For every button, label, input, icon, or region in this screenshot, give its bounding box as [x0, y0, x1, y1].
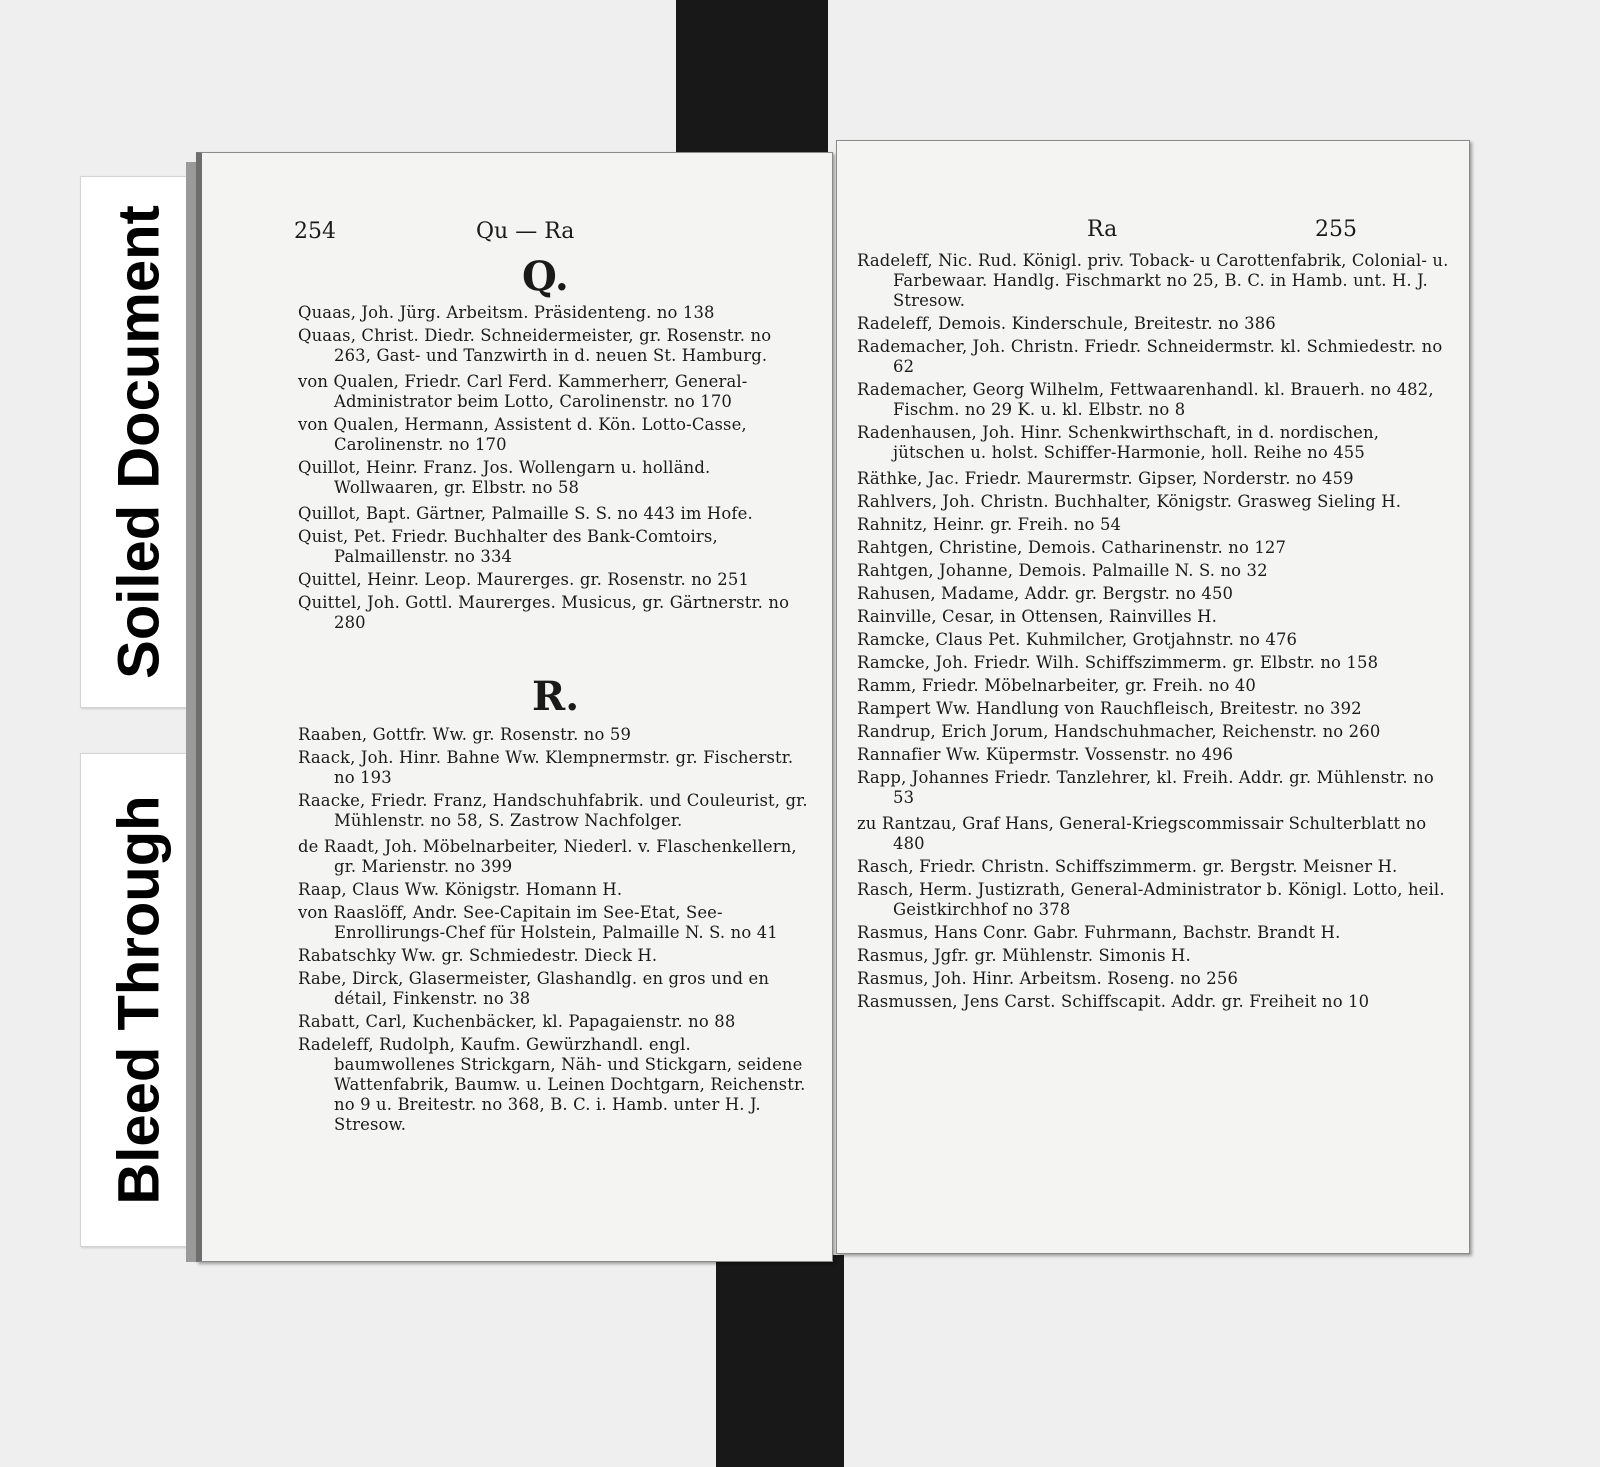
directory-entry: Räthke, Jac. Friedr. Maurermstr. Gipser, Norderstr. no 459	[857, 469, 1354, 488]
section-letter-r: R.	[532, 673, 580, 720]
right-entry-list	[857, 251, 1455, 1015]
directory-entry: Quillot, Heinr. Franz. Jos. Wollengarn u. holländ. Wollwaaren, gr. Elbstr. no 58	[298, 458, 711, 497]
binding-spine-bottom	[716, 1255, 844, 1467]
directory-entry: Rabe, Dirck, Glasermeister, Glashandlg. en gros und en détail, Finkenstr. no 38	[298, 969, 770, 1008]
directory-entry: Quaas, Joh. Jürg. Arbeitsm. Präsidenteng. no 138	[298, 303, 715, 322]
directory-entry: Quittel, Heinr. Leop. Maurerges. gr. Rosenstr. no 251	[298, 570, 750, 589]
directory-entry: von Qualen, Friedr. Carl Ferd. Kammerherr, General-Administrator beim Lotto, Carolinenstr. no 170	[298, 372, 748, 411]
directory-entry: Rasmus, Joh. Hinr. Arbeitsm. Roseng. no 256	[857, 969, 1239, 988]
directory-entry: Rahnitz, Heinr. gr. Freih. no 54	[857, 515, 1122, 534]
directory-entry: Rasch, Friedr. Christn. Schiffszimmerm. gr. Bergstr. Meisner H.	[857, 857, 1398, 876]
directory-entry: Rainville, Cesar, in Ottensen, Rainvilles H.	[857, 607, 1217, 626]
directory-entry: Rannafier Ww. Küpermstr. Vossenstr. no 496	[857, 745, 1234, 764]
directory-entry: Radeleff, Demois. Kinderschule, Breitestr. no 386	[857, 314, 1276, 333]
left-running-head: Qu — Ra	[476, 219, 575, 244]
directory-entry: zu Rantzau, Graf Hans, General-Kriegscommissair Schulterblatt no 480	[857, 814, 1427, 853]
directory-entry: Raacke, Friedr. Franz, Handschuhfabrik. und Couleurist, gr. Mühlenstr. no 58, S. Zastrow Nachfolger.	[298, 791, 808, 830]
directory-entry: Rasmussen, Jens Carst. Schiffscapit. Addr. gr. Freiheit no 10	[857, 992, 1370, 1011]
directory-entry: Raack, Joh. Hinr. Bahne Ww. Klempnermstr. gr. Fischerstr. no 193	[298, 748, 794, 787]
directory-entry: Raaben, Gottfr. Ww. gr. Rosenstr. no 59	[298, 725, 632, 744]
directory-entry: Rasmus, Jgfr. gr. Mühlenstr. Simonis H.	[857, 946, 1191, 965]
soiled-document-text: Soiled Document	[106, 205, 171, 679]
directory-entry: von Qualen, Hermann, Assistent d. Kön. Lotto-Casse, Carolinenstr. no 170	[298, 415, 747, 454]
directory-entry: Raap, Claus Ww. Königstr. Homann H.	[298, 880, 623, 899]
directory-entry: Rasmus, Hans Conr. Gabr. Fuhrmann, Bachstr. Brandt H.	[857, 923, 1341, 942]
right-running-head: Ra	[1087, 217, 1118, 242]
directory-entry: Quaas, Christ. Diedr. Schneidermeister, gr. Rosenstr. no 263, Gast- und Tanzwirth in d. neuen St. Hamburg.	[298, 326, 772, 365]
directory-entry: Randrup, Erich Jorum, Handschuhmacher, Reichenstr. no 260	[857, 722, 1381, 741]
bleed-through-text: Bleed Through	[106, 795, 171, 1205]
left-page	[196, 152, 833, 1262]
soiled-document-label	[80, 176, 197, 708]
directory-entry: Quittel, Joh. Gottl. Maurerges. Musicus, gr. Gärtnerstr. no 280	[298, 593, 790, 632]
directory-entry: von Raaslöff, Andr. See-Capitain im See-Etat, See-Enrollirungs-Chef für Holstein, Palmaille N. S. no 41	[298, 903, 778, 942]
q-entry-list	[298, 303, 812, 636]
directory-entry: Rahusen, Madame, Addr. gr. Bergstr. no 450	[857, 584, 1234, 603]
directory-entry: de Raadt, Joh. Möbelnarbeiter, Niederl. v. Flaschenkellern, gr. Marienstr. no 399	[298, 837, 797, 876]
directory-entry: Rahtgen, Christine, Demois. Catharinenstr. no 127	[857, 538, 1287, 557]
directory-entry: Rahtgen, Johanne, Demois. Palmaille N. S. no 32	[857, 561, 1268, 580]
directory-entry: Rampert Ww. Handlung von Rauchfleisch, Breitestr. no 392	[857, 699, 1362, 718]
directory-entry: Rademacher, Georg Wilhelm, Fettwaarenhandl. kl. Brauerh. no 482, Fischm. no 29 K. u. kl. Elbstr. no 8	[857, 380, 1434, 419]
directory-entry: Ramcke, Claus Pet. Kuhmilcher, Grotjahnstr. no 476	[857, 630, 1298, 649]
directory-entry: Radenhausen, Joh. Hinr. Schenkwirthschaft, in d. nordischen, jütschen u. holst. Schiffer-Harmonie, holl. Reihe no 455	[857, 423, 1380, 462]
right-page	[836, 140, 1470, 1254]
directory-entry: Radeleff, Nic. Rud. Königl. priv. Toback- u Carottenfabrik, Colonial- u. Farbewaar. Handlg. Fischmarkt no 25, B. C. in Hamb. unt. H. J. Stresow.	[857, 251, 1449, 310]
section-letter-q: Q.	[522, 253, 569, 300]
directory-entry: Ramm, Friedr. Möbelnarbeiter, gr. Freih. no 40	[857, 676, 1256, 695]
directory-entry: Radeleff, Rudolph, Kaufm. Gewürzhandl. engl. baumwollenes Strickgarn, Näh- und Stickgarn, seidene Wattenfabrik, Baumw. u. Leinen Dochtgarn, Reichenstr. no 9 u. Breitestr. no 368, B. C. i. Hamb. unter H. J. Stresow.	[298, 1035, 806, 1134]
right-page-number: 255	[1315, 217, 1357, 242]
directory-entry: Rabatschky Ww. gr. Schmiedestr. Dieck H.	[298, 946, 658, 965]
directory-entry: Rahlvers, Joh. Christn. Buchhalter, Königstr. Grasweg Sieling H.	[857, 492, 1402, 511]
directory-entry: Rademacher, Joh. Christn. Friedr. Schneidermstr. kl. Schmiedestr. no 62	[857, 337, 1443, 376]
directory-entry: Rabatt, Carl, Kuchenbäcker, kl. Papagaienstr. no 88	[298, 1012, 736, 1031]
directory-entry: Ramcke, Joh. Friedr. Wilh. Schiffszimmerm. gr. Elbstr. no 158	[857, 653, 1379, 672]
directory-entry: Quist, Pet. Friedr. Buchhalter des Bank-Comtoirs, Palmaillenstr. no 334	[298, 527, 718, 566]
directory-entry: Rasch, Herm. Justizrath, General-Administrator b. Königl. Lotto, heil. Geistkirchhof no 378	[857, 880, 1445, 919]
r-entry-list	[298, 725, 812, 1138]
left-page-number: 254	[294, 219, 336, 244]
directory-entry: Rapp, Johannes Friedr. Tanzlehrer, kl. Freih. Addr. gr. Mühlenstr. no 53	[857, 768, 1434, 807]
bleed-through-label	[80, 753, 197, 1247]
directory-entry: Quillot, Bapt. Gärtner, Palmaille S. S. no 443 im Hofe.	[298, 504, 753, 523]
